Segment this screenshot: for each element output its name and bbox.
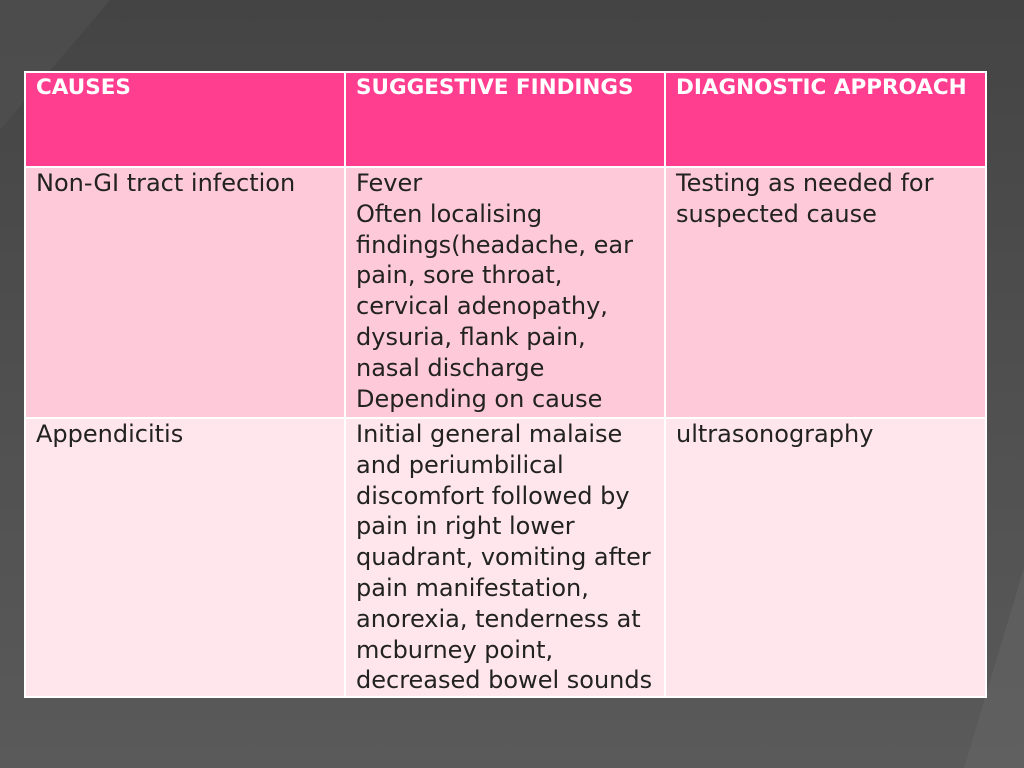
finding-line: Initial general malaise and periumbilical discomfort followed by pain in right lower quadrant, vomiting after pain manifestation, anorexia, tenderness at mcburney point, decreased bowel sounds xyxy=(356,420,653,695)
header-causes: CAUSES xyxy=(25,72,345,167)
diagnosis-table xyxy=(24,71,987,698)
table-header-row xyxy=(25,72,986,167)
approach-cell: Testing as needed for suspected cause xyxy=(665,167,986,418)
finding-line: Often localising findings(headache, ear pain, sore throat, cervical adenopathy, dysuria, flank pain, nasal discharge xyxy=(356,199,633,382)
header-diagnostic-approach: DIAGNOSTIC APPROACH xyxy=(665,72,986,167)
cause-cell: Appendicitis xyxy=(25,418,345,697)
finding-line: Fever xyxy=(356,169,423,197)
header-suggestive-findings: SUGGESTIVE FINDINGS xyxy=(345,72,665,167)
approach-cell: ultrasonography xyxy=(665,418,986,697)
findings-cell xyxy=(345,418,665,697)
cause-cell: Non-GI tract infection xyxy=(25,167,345,418)
finding-line: Depending on cause xyxy=(356,384,603,413)
findings-cell xyxy=(345,167,665,418)
table-row xyxy=(25,167,986,418)
table-row xyxy=(25,418,986,697)
